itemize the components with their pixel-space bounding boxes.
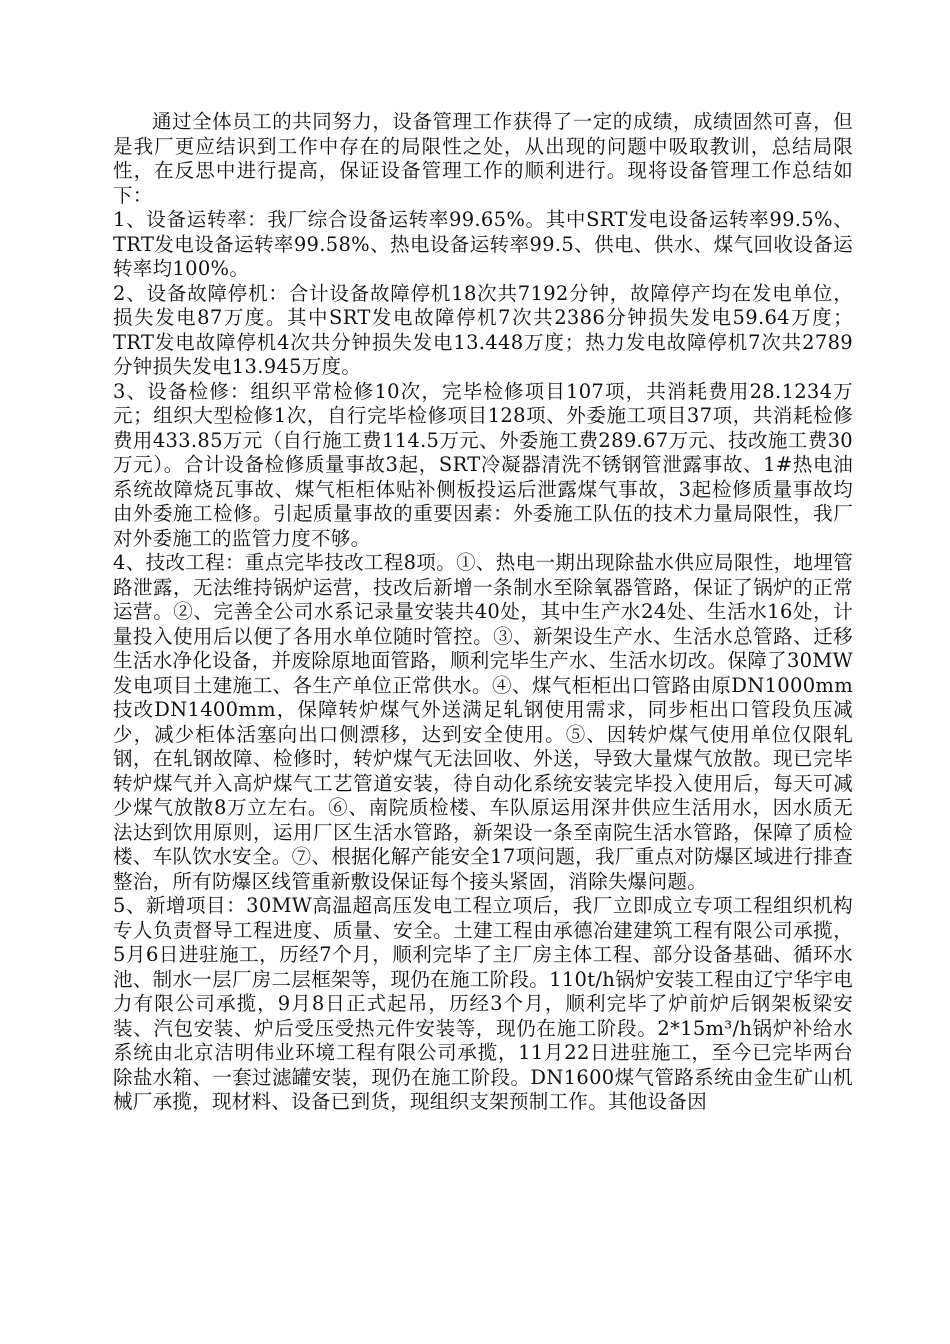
section-technical-renovation: 4、技改工程：重点完毕技改工程8项。①、热电一期出现除盐水供应局限性，地埋管路泄露，无法维持锅炉运营，技改后新增一条制水至除氧器管路，保证了锅炉的正常运营。②、完善全公司水系记录量安装共40处，其中生产水24处、生活水16处，计量投入使用后以便了各用水单位随时管控。③、新架设生产水、生活水总管路、迁移生活水净化设备，并废除原地面管路，顺利完毕生产水、生活水切改。保障了30MW发电项目土建施工、各生产单位正常供水。④、煤气柜柜出口管路由原DN1000mm技改DN1400mm，保障转炉煤气外送满足轧钢使用需求，同步柜出口管段负压减少，减少柜体活塞向出口侧漂移，达到安全使用。⑤、因转炉煤气使用单位仅限轧钢，在轧钢故障、检修时，转炉煤气无法回收、外送，导致大量煤气放散。现已完毕转炉煤气并入高炉煤气工艺管道安装，待自动化系统安装完毕投入使用后，每天可减少煤气放散8万立左右。⑥、南院质检楼、车队原运用深井供应生活用水，因水质无法达到饮用原则，运用厂区生活水管路，新架设一条至南院生活水管路，保障了质检楼、车队饮水安全。⑦、根据化解产能安全17项问题，我厂重点对防爆区域进行排查整治，所有防爆区线管重新敷设保证每个接头紧固，消除失爆问题。 (113, 551, 853, 893)
section-equipment-downtime: 2、设备故障停机：合计设备故障停机18次共7192分钟，故障停产均在发电单位，损失发电87万度。其中SRT发电故障停机7次共2386分钟损失发电59.64万度；TRT发电故障停机4次共分钟损失发电13.448万度；热力发电故障停机7次共2789分钟损失发电13.945万度。 (113, 281, 853, 378)
section-equipment-uptime: 1、设备运转率：我厂综合设备运转率99.65%。其中SRT发电设备运转率99.5%、TRT发电设备运转率99.58%、热电设备运转率99.5、供电、供水、煤气回收设备运转率均100%。 (113, 208, 853, 280)
intro-paragraph: 通过全体员工的共同努力，设备管理工作获得了一定的成绩，成绩固然可喜，但是我厂更应结识到工作中存在的局限性之处，从出现的问题中吸取教训，总结局限性，在反思中进行提高，保证设备管理工作的顺利进行。现将设备管理工作总结如下： (113, 110, 853, 207)
document-body (113, 110, 853, 1115)
section-equipment-maintenance: 3、设备检修：组织平常检修10次，完毕检修项目107项，共消耗费用28.1234万元；组织大型检修1次，自行完毕检修项目128项、外委施工项目37项，共消耗检修费用433.85万元（自行施工费114.5万元、外委施工费289.67万元、技改施工费30万元）。合计设备检修质量事故3起，SRT冷凝器清洗不锈钢管泄露事故、1#热电油系统故障烧瓦事故、煤气柜柜体贴补侧板投运后泄露煤气事故，3起检修质量事故均由外委施工检修。引起质量事故的重要因素：外委施工队伍的技术力量局限性，我厂对外委施工的监管力度不够。 (113, 379, 853, 550)
section-new-projects: 5、新增项目：30MW高温超高压发电工程立项后，我厂立即成立专项工程组织机构专人负责督导工程进度、质量、安全。土建工程由承德冶建建筑工程有限公司承揽，5月6日进驻施工，历经7个月，顺利完毕了主厂房主体工程、部分设备基础、循环水池、制水一层厂房二层框架等，现仍在施工阶段。110t/h锅炉安装工程由辽宁华宇电力有限公司承揽，9月8日正式起吊，历经3个月，顺利完毕了炉前炉后钢架板梁安装、汽包安装、炉后受压受热元件安装等，现仍在施工阶段。2*15m³/h锅炉补给水系统由北京洁明伟业环境工程有限公司承揽，11月22日进驻施工，至今已完毕两台除盐水箱、一套过滤罐安装，现仍在施工阶段。DN1600煤气管路系统由金生矿山机械厂承揽，现材料、设备已到货，现组织支架预制工作。其他设备因 (113, 894, 853, 1113)
